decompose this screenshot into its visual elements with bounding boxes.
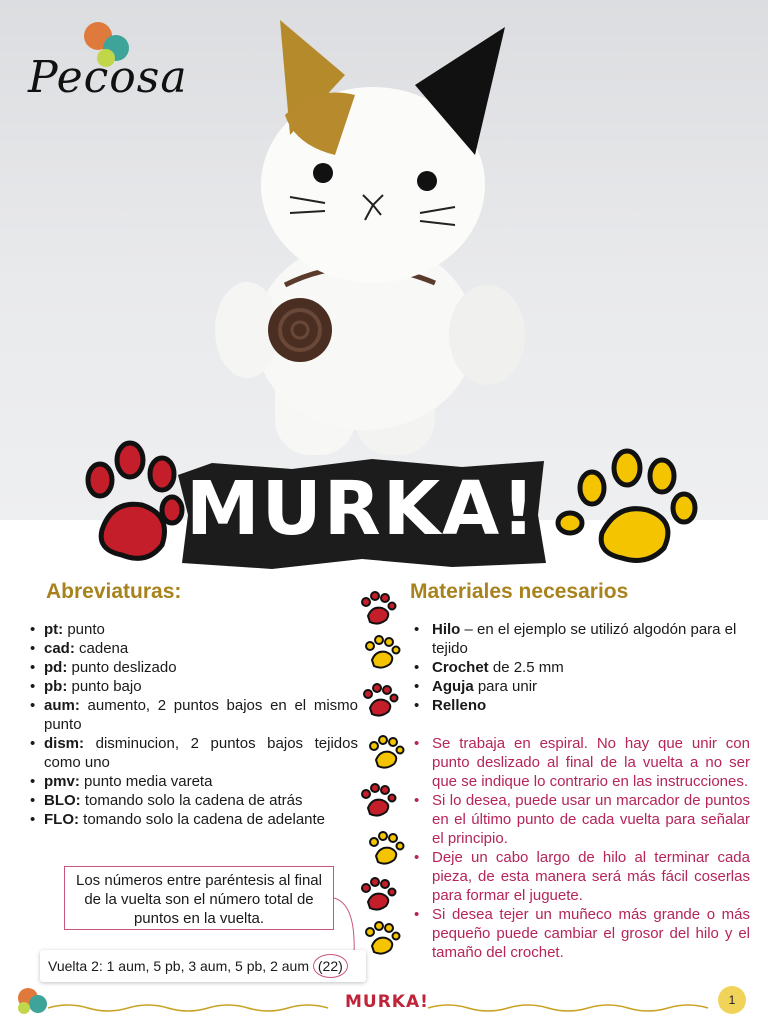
list-item: • pmv: punto media vareta (44, 772, 358, 791)
yellow-paw-icon (366, 734, 406, 770)
list-item: • BLO: tomando solo la cadena de atrás (44, 791, 358, 810)
list-item: • Crochet de 2.5 mm (432, 658, 750, 677)
yellow-paw-icon (552, 448, 702, 568)
note-item: • Si lo desea, puede usar un marcador de puntos en el último punto de cada vuelta para señalar el principio. (432, 791, 750, 848)
instructions-notes (432, 734, 750, 962)
stitch-count: (22) (313, 954, 348, 978)
red-paw-icon (358, 590, 398, 626)
materials-list (432, 620, 750, 715)
note-box: Los números entre paréntesis al final de la vuelta son el número total de puntos en la vuelta. (64, 866, 334, 930)
red-paw-icon (358, 782, 398, 818)
page-number: 1 (718, 986, 746, 1014)
pointer-line (334, 896, 364, 956)
example-text: Vuelta 2: 1 aum, 5 pb, 3 aum, 5 pb, 2 aum (48, 958, 309, 974)
amigurumi-cat-illustration (205, 15, 545, 455)
list-item: • pt: punto (44, 620, 358, 639)
red-paw-icon (360, 682, 400, 718)
note-item: • Se trabaja en espiral. No hay que unir con punto deslizado al final de la vuelta a no ser que se indique lo contrario en las instrucciones. (432, 734, 750, 791)
yellow-paw-icon (366, 830, 406, 866)
list-item: • Relleno (432, 696, 750, 715)
example-row (40, 950, 366, 982)
note-item: • Si desea tejer un muñeco más grande o más pequeño puede cambiar el grosor del hilo y el tamaño del crochet. (432, 905, 750, 962)
list-item: • FLO: tomando solo la cadena de adelante (44, 810, 358, 829)
page-title: MURKA! (186, 466, 538, 552)
list-item: • dism: disminucion, 2 puntos bajos tejidos como uno (44, 734, 358, 772)
yellow-paw-icon (362, 634, 402, 670)
yellow-paw-icon (362, 920, 402, 956)
list-item: • pd: punto deslizado (44, 658, 358, 677)
red-paw-icon (82, 440, 186, 570)
logo-text: Pecosa (28, 52, 188, 103)
red-paw-icon (358, 876, 398, 912)
list-item: • aum: aumento, 2 puntos bajos en el mismo punto (44, 696, 358, 734)
list-item: • cad: cadena (44, 639, 358, 658)
abbreviations-heading: Abreviaturas: (46, 580, 182, 603)
materials-heading: Materiales necesarios (410, 580, 629, 603)
yarn-balls-icon (14, 982, 50, 1016)
footer-title: MURKA! (345, 992, 429, 1012)
list-item: • pb: punto bajo (44, 677, 358, 696)
abbreviations-list (44, 620, 358, 829)
list-item: • Hilo – en el ejemplo se utilizó algodón para el tejido (432, 620, 750, 658)
note-item: • Deje un cabo largo de hilo al terminar cada pieza, de esta manera será más fácil coserlas para formar el juguete. (432, 848, 750, 905)
list-item: • Aguja para unir (432, 677, 750, 696)
